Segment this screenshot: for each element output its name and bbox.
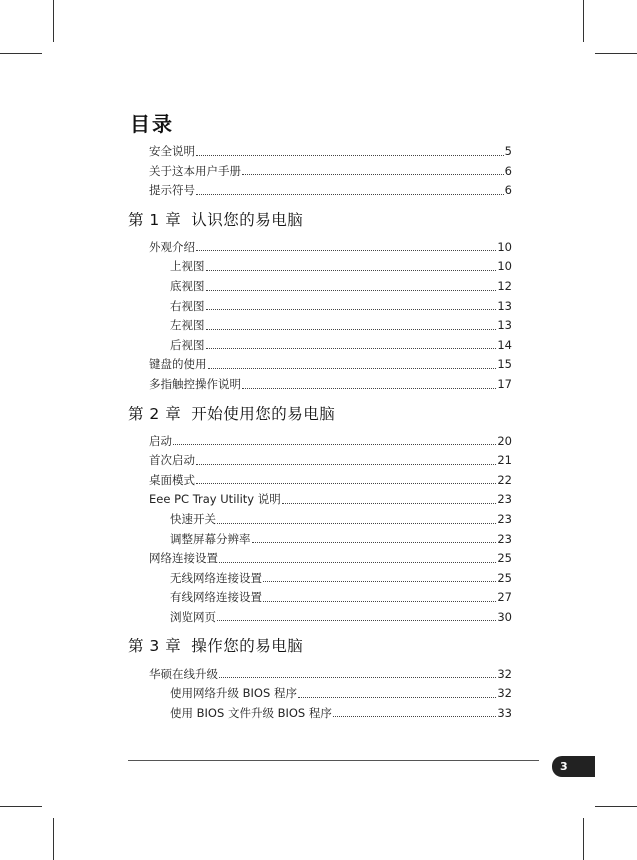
toc-entry-page: 27 [497,590,512,605]
toc-entry[interactable] [128,447,512,467]
toc-entry-label: Eee PC Tray Utility 说明 [149,492,281,507]
toc-entry-page: 6 [504,163,512,178]
chapter-entry-list [128,428,512,624]
toc-entry-page: 23 [497,492,512,507]
toc-entry-label: 调整屏幕分辨率 [170,531,251,546]
toc-entry-page: 20 [497,433,512,448]
crop-mark [53,818,54,860]
toc-entry-page: 12 [497,279,512,294]
toc-entry[interactable] [128,253,512,273]
toc-entry-label: 桌面模式 [149,472,195,487]
chapter-number: 第 2 章 [128,404,182,423]
dot-leader [252,542,497,543]
toc-entry-page: 30 [497,609,512,624]
dot-leader [263,581,496,582]
chapter-entry-list [128,234,512,391]
dot-leader [208,368,497,369]
toc-entry-label: 键盘的使用 [149,357,207,372]
dot-leader [333,716,496,717]
toc-entry-page: 25 [497,551,512,566]
toc-entry-label: 底视图 [170,279,205,294]
chapter-heading[interactable] [128,627,512,656]
table-of-contents [128,138,512,719]
dot-leader [196,464,496,465]
toc-entry[interactable] [128,293,512,313]
chapter-heading[interactable] [128,395,512,424]
toc-entry-label: 快速开关 [170,512,216,526]
toc-entry[interactable] [128,660,512,680]
toc-entry-label: 网络连接设置 [149,551,218,566]
toc-entry[interactable] [128,467,512,487]
chapter-title: 认识您的易电脑 [191,210,304,229]
toc-entry-label: 左视图 [170,318,205,333]
toc-entry-label: 安全说明 [149,144,195,159]
toc-entry-page: 32 [497,686,512,701]
toc-entry-label: 使用 BIOS 文件升级 BIOS 程序 [170,705,332,720]
page-number-tab [552,756,595,777]
toc-entry-page: 22 [497,472,512,487]
dot-leader [206,348,497,349]
toc-entry[interactable] [128,506,512,526]
crop-mark [0,806,42,807]
footer-rule [128,760,539,761]
toc-entry[interactable] [128,428,512,448]
toc-entry-label: 提示符号 [149,183,195,198]
toc-entry[interactable] [128,158,512,178]
chapter-number: 第 1 章 [128,210,182,229]
page-title: 目录 [130,112,174,136]
toc-entry[interactable] [128,332,512,352]
chapter-number: 第 3 章 [128,637,182,656]
crop-mark [0,53,42,54]
dot-leader [263,601,496,602]
toc-entry[interactable] [128,312,512,332]
chapter-title: 开始使用您的易电脑 [191,404,336,423]
toc-entry-label: 右视图 [170,298,205,313]
dot-leader [242,174,504,175]
dot-leader [196,194,504,195]
toc-entry[interactable] [128,700,512,720]
toc-entry-label: 使用网络升级 BIOS 程序 [170,686,297,701]
dot-leader [206,270,497,271]
front-matter-list [128,138,512,197]
toc-entry-page: 6 [504,183,512,198]
crop-mark [53,0,54,42]
chapter-title: 操作您的易电脑 [191,637,304,656]
dot-leader [219,562,496,563]
toc-entry-label: 华硕在线升级 [149,666,218,681]
toc-entry-page: 32 [497,666,512,681]
dot-leader [242,388,496,389]
toc-entry[interactable] [128,604,512,624]
toc-entry-page: 33 [497,705,512,720]
toc-entry-page: 17 [497,377,512,392]
page-number: 3 [560,760,568,773]
toc-entry-label: 上视图 [170,259,205,274]
crop-mark [583,818,584,860]
toc-entry-page: 10 [497,259,512,274]
dot-leader [206,290,497,291]
toc-entry[interactable] [128,486,512,506]
dot-leader [173,444,496,445]
toc-entry[interactable] [128,351,512,371]
chapter-entry-list [128,660,512,719]
dot-leader [196,250,496,251]
dot-leader [196,155,504,156]
toc-entry-page: 25 [497,570,512,585]
toc-entry-label: 多指触控操作说明 [149,377,241,392]
toc-entry-label: 后视图 [170,337,205,352]
toc-entry-page: 13 [497,298,512,313]
toc-entry-page: 23 [497,512,512,526]
dot-leader [206,309,497,310]
toc-entry-label: 无线网络连接设置 [170,570,262,585]
toc-entry-page: 5 [504,144,512,159]
toc-entry-page: 21 [497,453,512,468]
toc-entry-label: 启动 [149,433,172,448]
chapter-heading[interactable] [128,201,512,230]
dot-leader [217,523,496,524]
toc-entry[interactable] [128,545,512,565]
toc-entry-label: 首次启动 [149,453,195,468]
toc-entry[interactable] [128,565,512,585]
toc-entry-label: 外观介绍 [149,239,195,254]
toc-entry[interactable] [128,138,512,158]
toc-entry-page: 23 [497,531,512,546]
toc-entry-label: 有线网络连接设置 [170,590,262,605]
toc-entry-label: 浏览网页 [170,609,216,624]
toc-entry[interactable] [128,273,512,293]
toc-entry[interactable] [128,371,512,391]
toc-entry[interactable] [128,680,512,700]
crop-mark [595,53,637,54]
dot-leader [282,503,497,504]
crop-mark [583,0,584,42]
toc-entry[interactable] [128,234,512,254]
toc-entry-page: 10 [497,239,512,254]
toc-entry-page: 14 [497,337,512,352]
crop-mark [595,806,637,807]
toc-entry[interactable] [128,177,512,197]
dot-leader [217,620,496,621]
dot-leader [298,697,496,698]
dot-leader [219,677,496,678]
toc-entry[interactable] [128,526,512,546]
toc-entry-page: 15 [497,357,512,372]
toc-entry-label: 关于这本用户手册 [149,163,241,178]
toc-entry[interactable] [128,584,512,604]
dot-leader [206,329,497,330]
toc-entry-page: 13 [497,318,512,333]
dot-leader [196,483,496,484]
